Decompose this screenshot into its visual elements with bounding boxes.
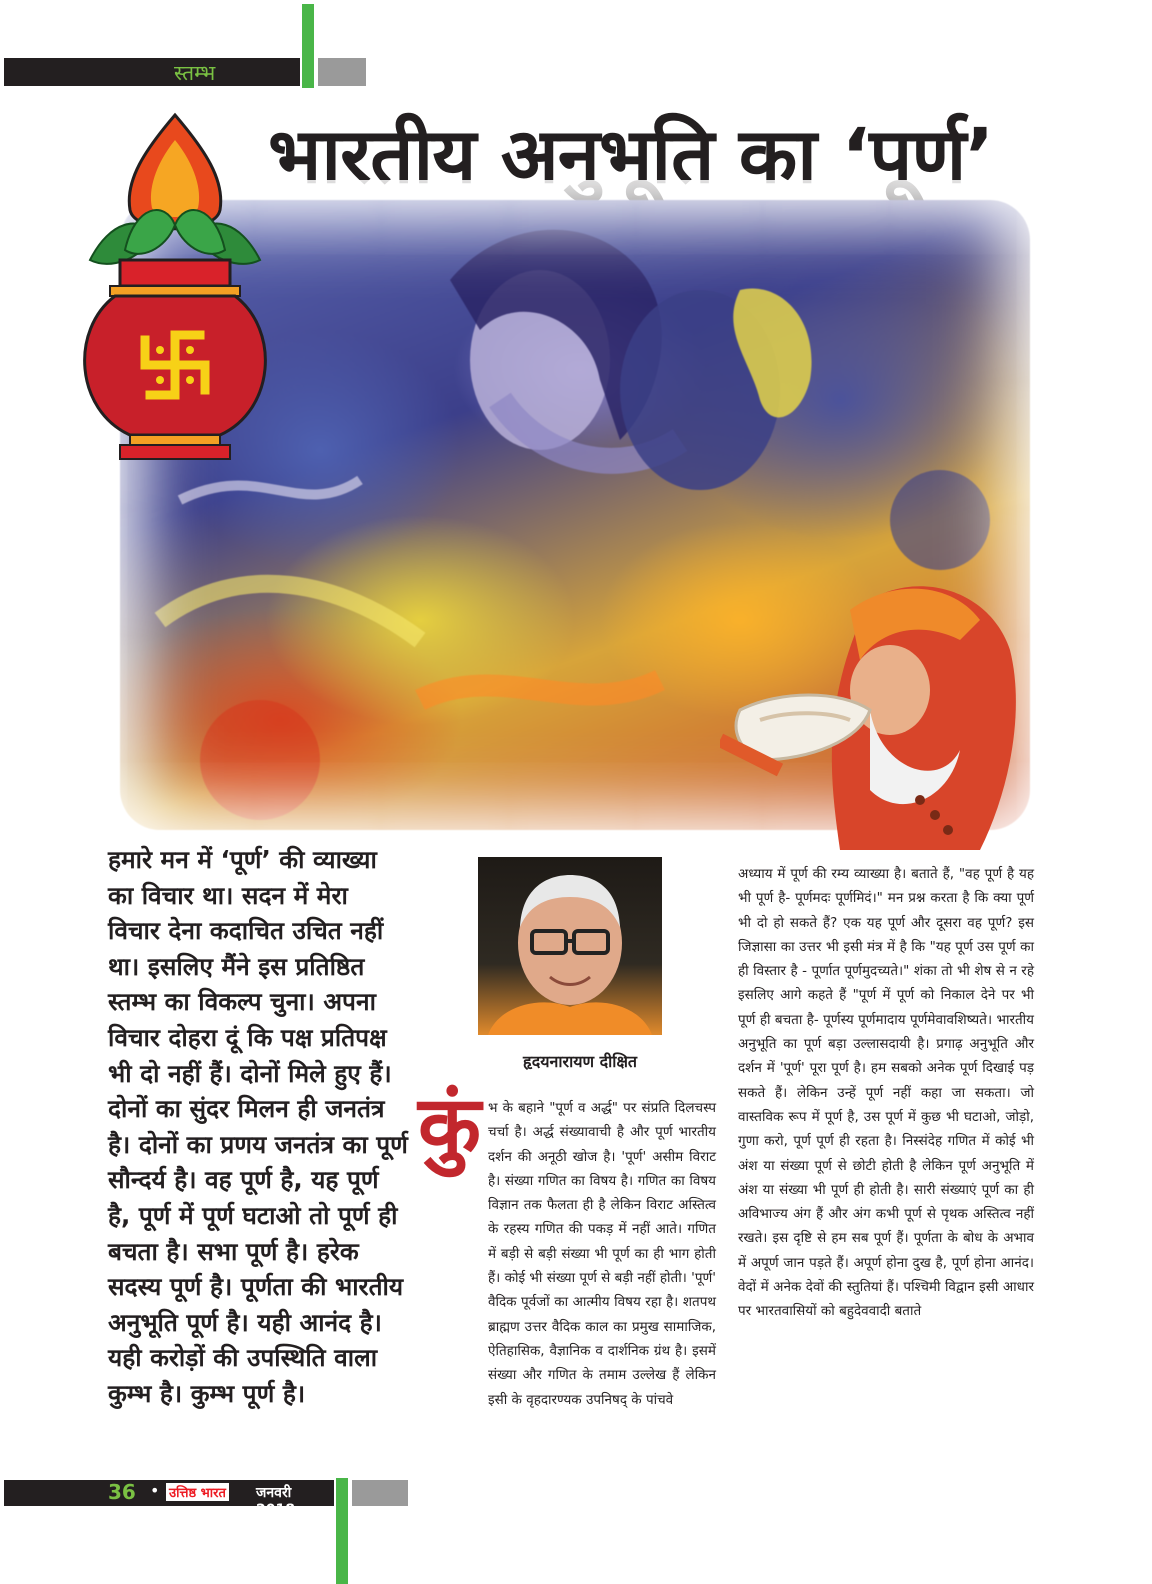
magazine-name: उत्तिष्ठ भारत (166, 1483, 229, 1501)
sage-with-conch-illustration (720, 560, 1030, 850)
lead-paragraph: हमारे मन में ‘पूर्ण’ की व्याख्या का विचार था। सदन में मेरा विचार देना कदाचित उचित नहीं था। इसलिए मैंने इस प्रतिष्ठित स्तम्भ का विकल्प चुना। अपना विचार दोहरा दूं कि पक्ष प्रतिपक्ष भी दो नहीं हैं। दोनों मिले हुए हैं। दोनों का सुंदर मिलन ही जनतंत्र है। दोनों का प्रणय जनतंत्र का पूर्ण सौन्दर्य है। वह पूर्ण है, यह पूर्ण है, पूर्ण में पूर्ण घटाओ तो पूर्ण ही बचता है। सभा पूर्ण है। हरेक सदस्य पूर्ण है। पूर्णता की भारतीय अनुभूति पूर्ण है। यही आनंद है। यही करोड़ों की उपस्थिति वाला कुम्भ है। कुम्भ पूर्ण है। (108, 845, 408, 1408)
author-photo-illustration (478, 857, 662, 1035)
author-portrait (478, 857, 662, 1035)
section-header-bar (4, 58, 300, 86)
accent-stripe-bottom (336, 1478, 348, 1584)
footer-bullet: • (150, 1481, 160, 1500)
article-column-2 (424, 1096, 716, 1456)
page-number: 36 (108, 1480, 136, 1504)
article-column-2-text: भ के बहाने "पूर्ण व अर्द्ध" पर संप्रति दिलचस्प चर्चा है। अर्द्ध संख्यावाची है और पूर्ण भारतीय दर्शन की अनूठी खोज है। 'पूर्ण' असीम विराट है। संख्या गणित का विषय है। गणित का विषय विज्ञान तक फैलता ही है लेकिन विराट अस्तित्व के रहस्य गणित की पकड़ में नहीं आते। गणित में बड़ी से बड़ी संख्या भी पूर्ण का ही भाग होती हैं। कोई भी संख्या पूर्ण से बड़ी नहीं होती। 'पूर्ण' वैदिक पूर्वजों का आत्मीय विषय रहा है। शतपथ ब्राह्मण उत्तर वैदिक काल का प्रमुख सामाजिक, ऐतिहासिक, वैज्ञानिक व दार्शनिक ग्रंथ है। इसमें संख्या और गणित के तमाम उल्लेख हैं लेकिन इसी के वृहदारण्यक उपनिषद् के पांचवे (488, 1100, 716, 1408)
section-label: स्तम्भ (174, 61, 216, 85)
accent-stripe-top (302, 4, 314, 88)
issue-date: जनवरी 2018 (256, 1485, 295, 1518)
drop-cap: कुं (418, 1079, 481, 1174)
footer-gray-block (352, 1480, 408, 1506)
header-gray-block (318, 58, 366, 86)
kalash-pot-icon (70, 110, 280, 470)
article-headline: भारतीय अनुभूति का ‘पूर्ण’ (268, 111, 994, 200)
author-name-caption: हृदयनारायण दीक्षित (522, 1052, 638, 1071)
footer-bar (4, 1480, 334, 1518)
article-column-3: अध्याय में पूर्ण की रम्य व्याख्या है। बताते हैं, "वह पूर्ण है यह भी पूर्ण है- पूर्णमदः पूर्णमिदं।" मन प्रश्न करता है कि क्या पूर्ण भी दो हो सकते हैं? एक यह पूर्ण और दूसरा वह पूर्ण? इस जिज्ञासा का उत्तर भी इसी मंत्र में है कि "यह पूर्ण उस पूर्ण का ही विस्तार है - पूर्णात पूर्णमुदच्यते।" शंका तो भी शेष से न रहे इसलिए आगे कहते हैं "पूर्ण में पूर्ण को निकाल देने पर भी पूर्ण ही बचता है- पूर्णस्य पूर्णमादाय पूर्णमेवावशिष्यते। भारतीय अनुभूति का पूर्ण बड़ा उल्लासदायी है। प्रगाढ़ अनुभूति और दर्शन में 'पूर्ण' पूरा पूर्ण है। हम सबको अनेक पूर्ण दिखाई पड़ सकते हैं। लेकिन उन्हें पूर्ण नहीं कहा जा सकता। जो वास्तविक रूप में पूर्ण है, उस पूर्ण में कुछ भी घटाओ, जोड़ो, गुणा करो, पूर्ण पूर्ण ही रहता है। निस्संदेह गणित में कोई भी अंश या संख्या पूर्ण से छोटी होती है लेकिन पूर्ण अनुभूति में अंश या संख्या भी पूर्ण ही होती है। सारी संख्याएं पूर्ण का ही अविभाज्य अंग हैं और अंग कभी पूर्ण से पृथक अस्तित्व नहीं रखते। इस दृष्टि से हम सब पूर्ण हैं। पूर्णता के बोध के अभाव में अपूर्ण जान पड़ते हैं। अपूर्ण होना दुख है, पूर्ण होना आनंद। वेदों में अनेक देवों की स्तुतियां हैं। पश्चिमी विद्वान इसी आधार पर भारतवासियों को बहुदेववादी बताते (738, 866, 1034, 1320)
